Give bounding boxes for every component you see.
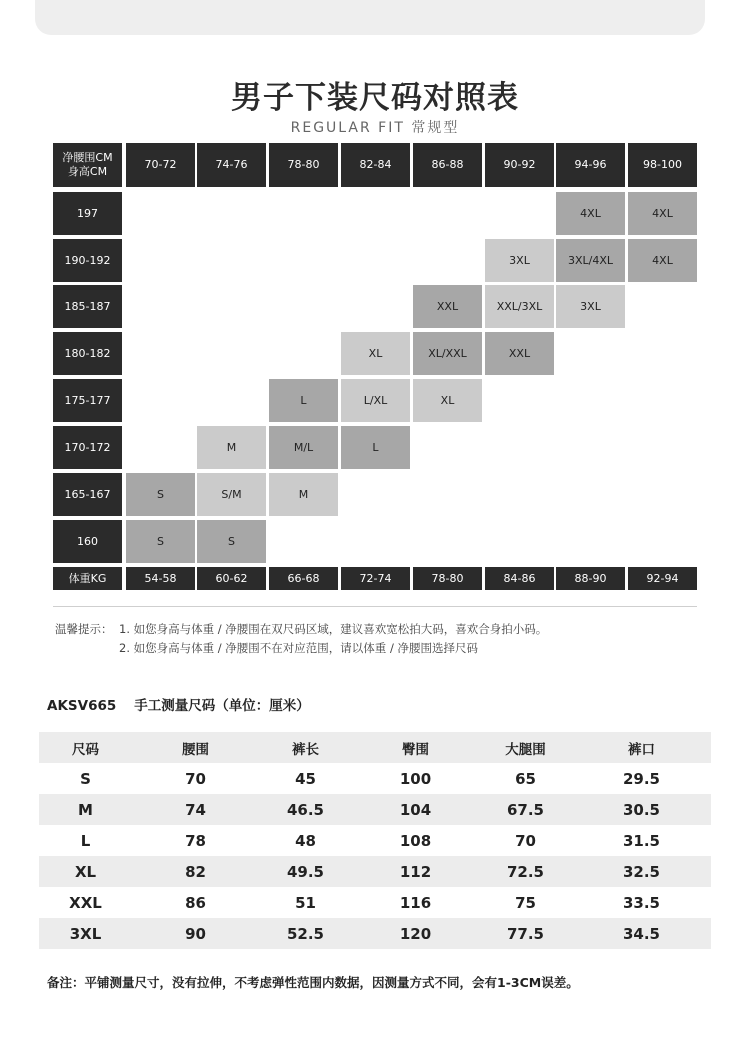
measure-cell: 116 bbox=[399, 893, 432, 912]
waist-header: 70-72 bbox=[126, 143, 195, 187]
measure-cell: 31.5 bbox=[622, 831, 660, 850]
measure-cell: 3XL bbox=[39, 918, 132, 949]
corner-waist-label: 净腰围CM bbox=[62, 151, 113, 165]
measure-cell: M bbox=[39, 794, 132, 825]
measure-cell: 51 bbox=[295, 893, 316, 912]
measure-cell: 46.5 bbox=[259, 794, 352, 825]
measure-cell: XXL bbox=[69, 893, 102, 912]
height-label: 170-172 bbox=[53, 426, 122, 469]
size-cell: S/M bbox=[197, 473, 266, 516]
height-label: 197 bbox=[53, 192, 122, 235]
measure-cell: 33.5 bbox=[622, 893, 660, 912]
table-row bbox=[39, 825, 711, 856]
size-cell: XXL bbox=[413, 285, 482, 328]
height-label: 180-182 bbox=[53, 332, 122, 375]
measure-cell: 72.5 bbox=[479, 856, 572, 887]
measure-cell: 48 bbox=[295, 831, 316, 850]
size-cell: 3XL/4XL bbox=[556, 239, 625, 282]
measure-header-cell: 尺码 bbox=[39, 732, 132, 763]
corner-height-label: 身高CM bbox=[67, 165, 108, 178]
weight-value: 72-74 bbox=[341, 567, 410, 590]
size-cell: L/XL bbox=[341, 379, 410, 422]
measure-cell: 82 bbox=[132, 856, 259, 887]
size-cell: XL bbox=[341, 332, 410, 375]
measure-cell: 32.5 bbox=[572, 856, 711, 887]
size-cell: S bbox=[126, 520, 195, 563]
measure-cell: 78 bbox=[185, 831, 206, 850]
measure-cell: 67.5 bbox=[479, 794, 572, 825]
grid-corner-label bbox=[53, 143, 122, 187]
top-card bbox=[35, 0, 705, 35]
measure-cell: L bbox=[80, 831, 91, 850]
measure-cell: 112 bbox=[352, 856, 479, 887]
measure-section-title bbox=[47, 694, 310, 714]
tips bbox=[55, 620, 547, 658]
table-row bbox=[39, 856, 711, 887]
tips-line-2: 2. 如您身高与体重 / 净腰围不在对应范围，请以体重 / 净腰围选择尺码 bbox=[119, 641, 478, 655]
size-cell: S bbox=[197, 520, 266, 563]
tips-line-1: 1. 如您身高与体重 / 净腰围在双尺码区域，建议喜欢宽松拍大码，喜欢合身拍小码。 bbox=[119, 622, 548, 636]
measure-table bbox=[39, 732, 711, 949]
measure-cell: 104 bbox=[352, 794, 479, 825]
weight-value: 60-62 bbox=[197, 567, 266, 590]
waist-header: 94-96 bbox=[556, 143, 625, 187]
weight-value: 54-58 bbox=[126, 567, 195, 590]
measure-title: 手工测量尺码（单位：厘米） bbox=[134, 698, 310, 714]
waist-header: 78-80 bbox=[269, 143, 338, 187]
table-row bbox=[39, 794, 711, 825]
footnote: 备注：平铺测量尺寸，没有拉伸，不考虑弹性范围内数据，因测量方式不同，会有1-3CM误差。 bbox=[47, 975, 579, 990]
waist-header: 98-100 bbox=[628, 143, 697, 187]
measure-cell: 120 bbox=[352, 918, 479, 949]
measure-cell: 74 bbox=[132, 794, 259, 825]
size-cell: M/L bbox=[269, 426, 338, 469]
measure-cell: 29.5 bbox=[622, 769, 660, 788]
measure-cell: 108 bbox=[399, 831, 432, 850]
measure-cell: 52.5 bbox=[259, 918, 352, 949]
product-code: AKSV665 bbox=[47, 698, 117, 714]
size-cell: 4XL bbox=[556, 192, 625, 235]
measure-cell: 70 bbox=[515, 831, 536, 850]
page-subtitle: REGULAR FIT 常规型 bbox=[290, 120, 460, 136]
weight-value: 92-94 bbox=[628, 567, 697, 590]
measure-cell: XL bbox=[39, 856, 132, 887]
table-row bbox=[39, 918, 711, 949]
size-cell: S bbox=[126, 473, 195, 516]
measure-header-cell: 臀围 bbox=[352, 732, 479, 763]
tips-label: 温馨提示： bbox=[55, 622, 113, 636]
measure-header-cell: 裤长 bbox=[259, 732, 352, 763]
measure-cell: 34.5 bbox=[572, 918, 711, 949]
size-cell: M bbox=[269, 473, 338, 516]
weight-value: 78-80 bbox=[413, 567, 482, 590]
measure-cell: 77.5 bbox=[479, 918, 572, 949]
measure-header-cell: 腰围 bbox=[132, 732, 259, 763]
measure-cell: 70 bbox=[185, 769, 206, 788]
measure-cell: 75 bbox=[515, 893, 536, 912]
size-cell: 4XL bbox=[628, 192, 697, 235]
weight-value: 88-90 bbox=[556, 567, 625, 590]
size-cell: XL bbox=[413, 379, 482, 422]
waist-header: 86-88 bbox=[413, 143, 482, 187]
measure-cell: 86 bbox=[185, 893, 206, 912]
height-label: 175-177 bbox=[53, 379, 122, 422]
height-label: 160 bbox=[53, 520, 122, 563]
weight-value: 66-68 bbox=[269, 567, 338, 590]
divider bbox=[53, 606, 697, 607]
height-label: 190-192 bbox=[53, 239, 122, 282]
measure-header-row bbox=[39, 732, 711, 763]
size-cell: 4XL bbox=[628, 239, 697, 282]
measure-header-cell: 大腿围 bbox=[479, 732, 572, 763]
size-cell: 3XL bbox=[556, 285, 625, 328]
size-cell: L bbox=[341, 426, 410, 469]
waist-header: 74-76 bbox=[197, 143, 266, 187]
measure-cell: 49.5 bbox=[259, 856, 352, 887]
size-cell: 3XL bbox=[485, 239, 554, 282]
measure-cell: 90 bbox=[132, 918, 259, 949]
weight-label: 体重KG bbox=[53, 567, 122, 590]
size-cell: M bbox=[197, 426, 266, 469]
height-label: 165-167 bbox=[53, 473, 122, 516]
size-cell: XXL/3XL bbox=[485, 285, 554, 328]
height-label: 185-187 bbox=[53, 285, 122, 328]
waist-header: 90-92 bbox=[485, 143, 554, 187]
measure-cell: 30.5 bbox=[572, 794, 711, 825]
table-row bbox=[39, 887, 711, 918]
size-cell: L bbox=[269, 379, 338, 422]
measure-cell: 45 bbox=[295, 769, 316, 788]
page-title: 男子下装尺码对照表 bbox=[231, 80, 519, 116]
table-row bbox=[39, 763, 711, 794]
measure-cell: S bbox=[80, 769, 91, 788]
measure-header-cell: 裤口 bbox=[572, 732, 711, 763]
measure-cell: 65 bbox=[515, 769, 536, 788]
measure-cell: 100 bbox=[399, 769, 432, 788]
weight-value: 84-86 bbox=[485, 567, 554, 590]
size-cell: XXL bbox=[485, 332, 554, 375]
size-cell: XL/XXL bbox=[413, 332, 482, 375]
waist-header: 82-84 bbox=[341, 143, 410, 187]
